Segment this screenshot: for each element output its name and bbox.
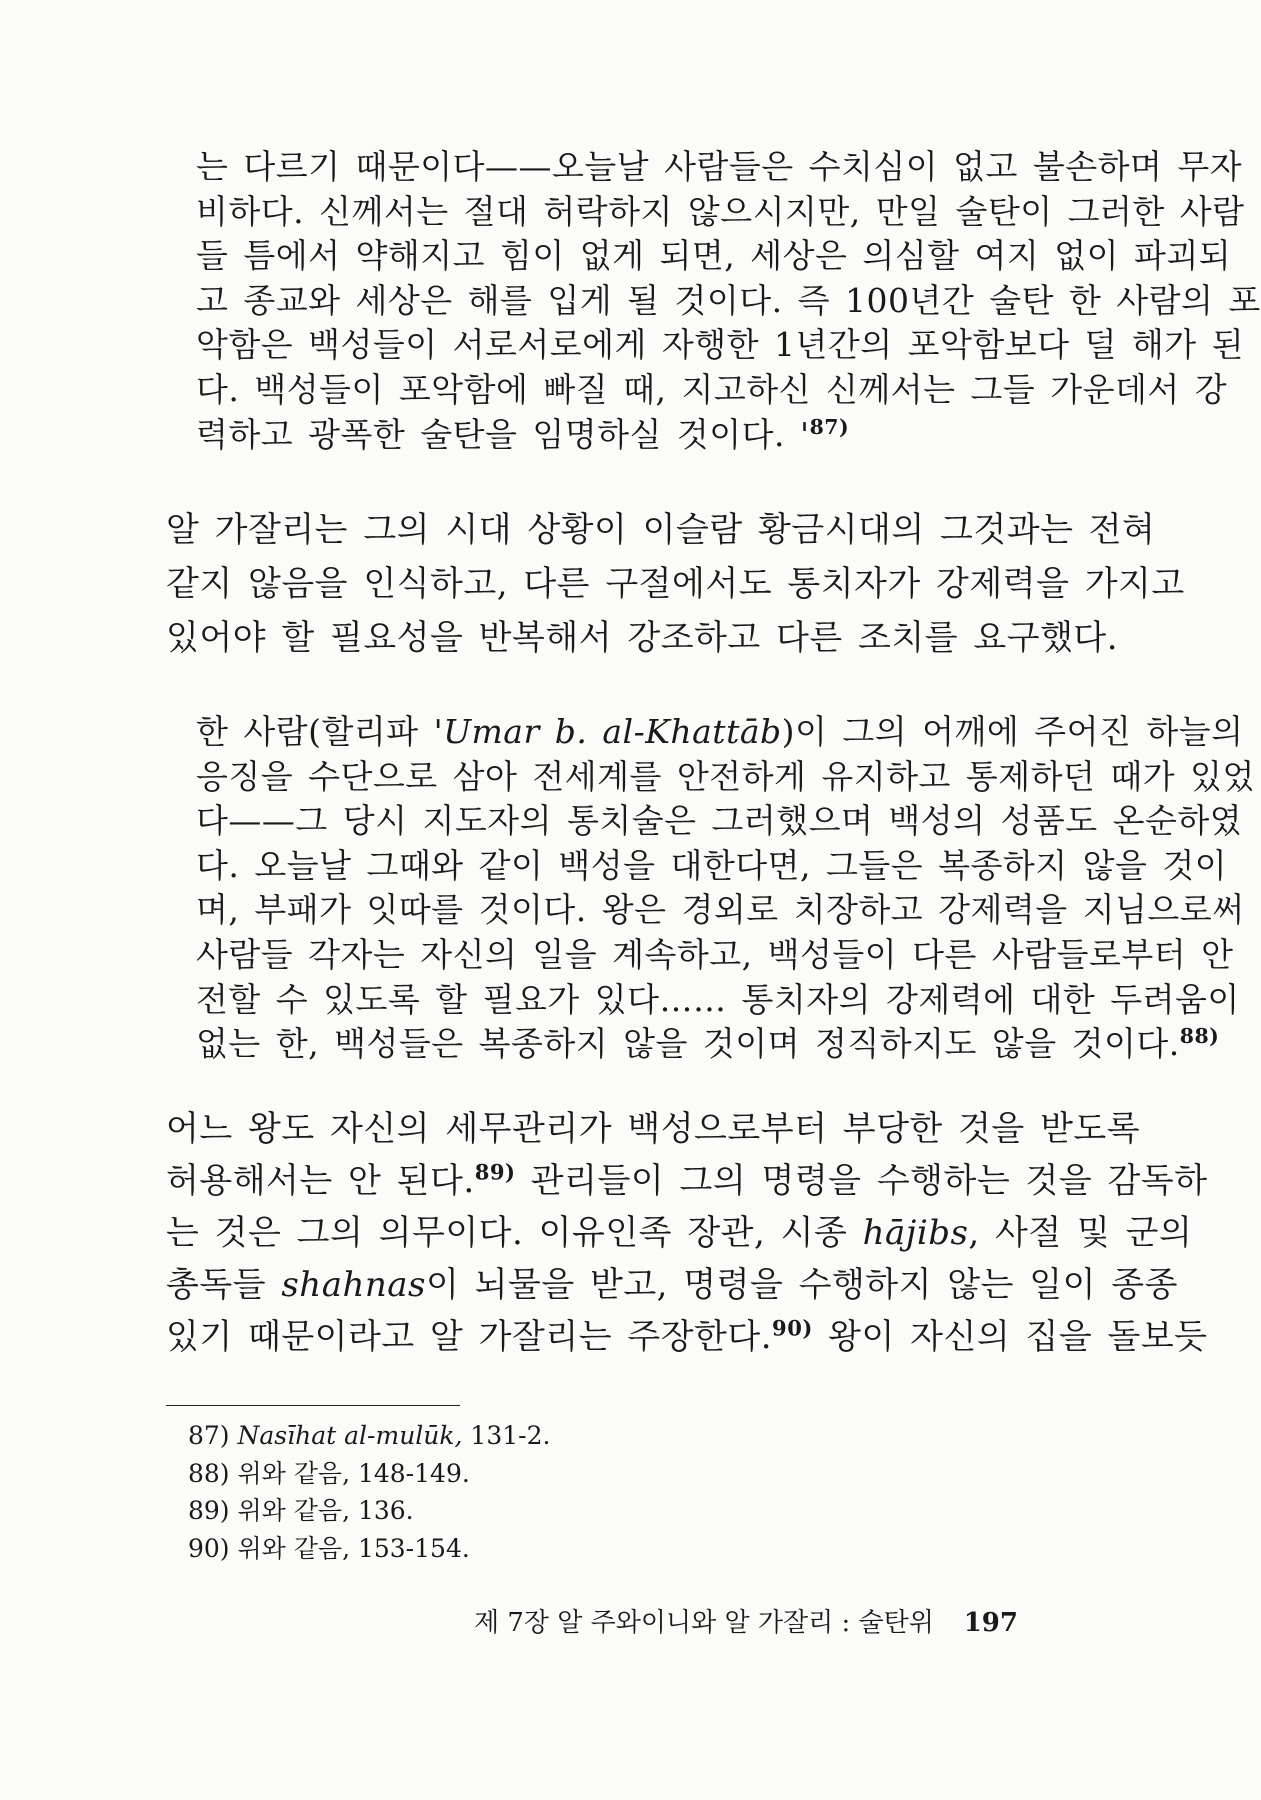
footnote-ref-88: 88) <box>1179 1024 1220 1049</box>
footnote-item <box>188 1492 550 1530</box>
footnote-ref-90: 90) <box>772 1315 813 1341</box>
text-segment: 는 것은 그의 의무이다. 이유인족 장관, 시종 <box>166 1213 863 1253</box>
text-line: 다——그 당시 지도자의 통치술은 그러했으며 백성의 성품도 온순하였 <box>196 801 1243 841</box>
text-line: 같지 않음을 인식하고, 다른 구절에서도 통치자가 강제력을 가지고 <box>166 564 1185 604</box>
footnote-item <box>188 1455 550 1493</box>
footnotes-list <box>188 1417 550 1567</box>
text-segment: 있기 때문이라고 알 가잘리는 주장한다. <box>166 1317 773 1357</box>
footnote-text: 위와 같음, 153-154. <box>229 1533 470 1563</box>
footnote-title: Nasīhat al-mulūk, <box>237 1421 463 1450</box>
text-line: 는 다르기 때문이다——오늘날 사람들은 수치심이 없고 불손하며 무자 <box>196 147 1243 186</box>
text-line-content: 없는 한, 백성들은 복종하지 않을 것이며 정직하지도 않을 것이다. <box>196 1024 1180 1064</box>
footnote-divider <box>166 1405 460 1406</box>
footnote-text: 131-2. <box>462 1421 551 1450</box>
text-segment: 총독들 <box>166 1265 282 1305</box>
text-line: 다. 백성들이 포악함에 빠질 때, 지고하신 신께서는 그들 가운데서 강 <box>196 369 1228 409</box>
page-number: 197 <box>963 1608 1018 1638</box>
footnote-number: 87) <box>188 1421 230 1450</box>
text-line <box>166 1207 1193 1259</box>
text-line <box>166 1259 1178 1311</box>
italic-name: 'Umar b. al-Khattāb <box>433 712 782 751</box>
text-line: 전할 수 있도록 할 필요가 있다…… 통치자의 강제력에 대한 두려움이 <box>196 979 1240 1019</box>
footnote-number: 90) <box>188 1533 230 1563</box>
footnote-ref-89: 89) <box>474 1159 516 1185</box>
italic-term: shahnas <box>281 1265 426 1305</box>
footnote-number: 88) <box>188 1458 230 1488</box>
text-segment: 왕이 자신의 집을 돌보듯 <box>812 1317 1208 1357</box>
footnote-text: 위와 같음, 136. <box>229 1496 414 1525</box>
text-segment: )이 그의 어깨에 주어진 하늘의 <box>781 712 1244 751</box>
running-footer <box>474 1607 1018 1639</box>
text-line: 응징을 수단으로 삼아 전세계를 안전하게 유지하고 통제하던 때가 있었 <box>196 756 1255 796</box>
text-line: 고 종교와 세상은 해를 입게 될 것이다. 즉 100년간 술탄 한 사람의 포 <box>196 280 1261 320</box>
text-line <box>196 1022 1220 1067</box>
text-line: 비하다. 신께서는 절대 허락하지 않으시지만, 만일 술탄이 그러한 사람 <box>196 191 1245 231</box>
text-segment: 허용해서는 안 된다. <box>166 1161 475 1201</box>
text-line-content: 력하고 광폭한 술탄을 임명하실 것이다. ' <box>196 414 810 454</box>
text-line: 들 틈에서 약해지고 힘이 없게 되면, 세상은 의심할 여지 없이 파괴되 <box>196 236 1232 276</box>
footnote-item <box>188 1417 550 1455</box>
text-line: 있어야 할 필요성을 반복해서 강조하고 다른 조치를 요구했다. <box>166 618 1119 658</box>
text-segment: , 사절 및 군의 <box>968 1213 1193 1253</box>
text-line: 알 가잘리는 그의 시대 상황이 이슬람 황금시대의 그것과는 전혀 <box>166 510 1156 550</box>
text-line <box>196 413 1018 458</box>
text-line: 어느 왕도 자신의 세무관리가 백성으로부터 부당한 것을 받도록 <box>166 1109 1141 1149</box>
text-line: 악함은 백성들이 서로서로에게 자행한 1년간의 포악함보다 덜 해가 된 <box>196 325 1244 365</box>
quotation-block-2 <box>196 710 1255 1067</box>
body-paragraph-2 <box>166 1103 1208 1363</box>
text-line <box>166 1155 1208 1207</box>
text-line <box>166 1311 1208 1363</box>
text-segment: 한 사람(할리파 <box>196 712 434 751</box>
footnote-number: 89) <box>188 1496 230 1525</box>
chapter-title: 제 7장 알 주와이니와 알 가잘리 : 술탄위 <box>474 1608 934 1638</box>
footnote-item <box>188 1530 550 1568</box>
body-paragraph-1 <box>166 503 1185 665</box>
text-line: 며, 부패가 잇따를 것이다. 왕은 경외로 치장하고 강제력을 지님으로써 <box>196 890 1245 930</box>
text-segment: 관리들이 그의 명령을 수행하는 것을 감독하 <box>515 1161 1208 1201</box>
footnote-text: 위와 같음, 148-149. <box>229 1458 470 1488</box>
text-line <box>196 710 1244 755</box>
text-segment: 이 뇌물을 받고, 명령을 수행하지 않는 일이 종종 <box>425 1265 1178 1305</box>
quotation-block-1 <box>196 145 1261 457</box>
footnote-ref-87: 87) <box>809 414 850 439</box>
text-line: 사람들 각자는 자신의 일을 계속하고, 백성들이 다른 사람들로부터 안 <box>196 934 1234 974</box>
italic-term: hājibs <box>862 1213 969 1253</box>
text-line: 다. 오늘날 그때와 같이 백성을 대한다면, 그들은 복종하지 않을 것이 <box>196 845 1228 885</box>
